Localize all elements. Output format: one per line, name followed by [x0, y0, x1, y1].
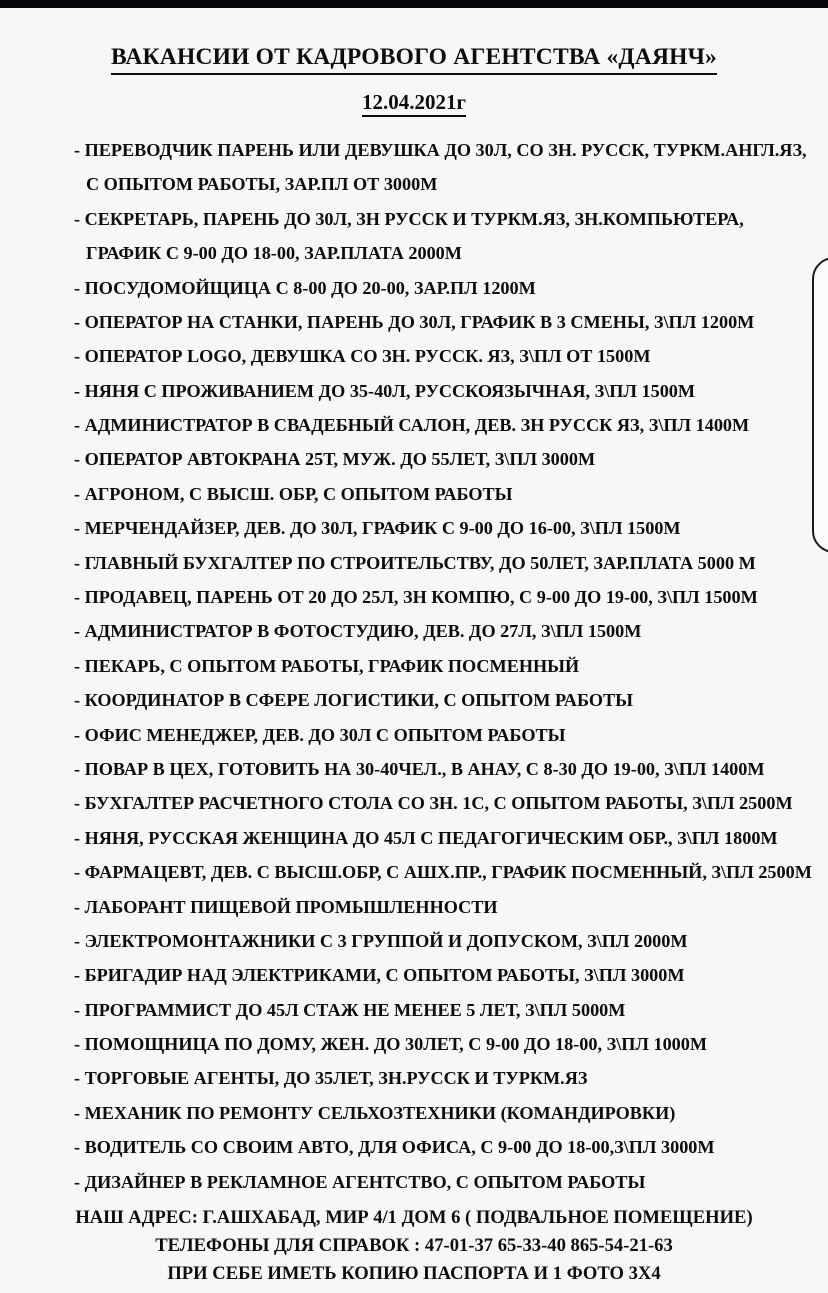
- list-item: [0, 477, 828, 511]
- list-item: [0, 649, 828, 683]
- vacancy-text: - ПЕКАРЬ, С ОПЫТОМ РАБОТЫ, ГРАФИК ПОСМЕННЫЙ: [74, 655, 580, 676]
- vacancy-text: - ТОРГОВЫЕ АГЕНТЫ, ДО 35ЛЕТ, ЗН.РУССК И ТУРКМ.ЯЗ: [74, 1068, 588, 1089]
- page-title: [0, 8, 828, 75]
- vacancy-text: - ВОДИТЕЛЬ СО СВОИМ АВТО, ДЛЯ ОФИСА, С 9-00 ДО 18-00,З\ПЛ 3000М: [74, 1137, 715, 1158]
- vacancy-text: - ПОМОЩНИЦА ПО ДОМУ, ЖЕН. ДО 30ЛЕТ, С 9-00 ДО 18-00, З\ПЛ 1000М: [74, 1034, 708, 1055]
- vacancy-text: - ДИЗАЙНЕР В РЕКЛАМНОЕ АГЕНТСТВО, С ОПЫТОМ РАБОТЫ: [74, 1171, 646, 1192]
- list-item: [0, 752, 828, 786]
- vacancy-text: - МЕХАНИК ПО РЕМОНТУ СЕЛЬХОЗТЕХНИКИ (КОМАНДИРОВКИ): [74, 1102, 676, 1123]
- vacancy-text: - ОПЕРАТОР LOGO, ДЕВУШКА СО ЗН. РУССК. ЯЗ, З\ПЛ ОТ 1500М: [74, 346, 651, 367]
- vacancy-text-continuation: С ОПЫТОМ РАБОТЫ, ЗАР.ПЛ ОТ 3000М: [86, 174, 438, 195]
- vacancy-text: - КООРДИНАТОР В СФЕРЕ ЛОГИСТИКИ, С ОПЫТОМ РАБОТЫ: [74, 690, 633, 711]
- vacancy-text: - ОПЕРАТОР АВТОКРАНА 25Т, МУЖ. ДО 55ЛЕТ, З\ПЛ 3000М: [74, 449, 596, 470]
- list-item: [0, 1130, 828, 1164]
- list-item: [0, 786, 828, 820]
- list-item: [0, 855, 828, 889]
- vacancy-text: - ПРОДАВЕЦ, ПАРЕНЬ ОТ 20 ДО 25Л, ЗН КОМПЮ, С 9-00 ДО 19-00, З\ПЛ 1500М: [74, 587, 758, 608]
- vacancy-text: - ЭЛЕКТРОМОНТАЖНИКИ С 3 ГРУППОЙ И ДОПУСКОМ, З\ПЛ 2000М: [74, 930, 688, 951]
- vacancy-text: - ОФИС МЕНЕДЖЕР, ДЕВ. ДО 30Л С ОПЫТОМ РАБОТЫ: [74, 724, 566, 745]
- vacancy-text: - БРИГАДИР НАД ЭЛЕКТРИКАМИ, С ОПЫТОМ РАБОТЫ, З\ПЛ 3000М: [74, 965, 685, 986]
- vacancy-text: - АГРОНОМ, С ВЫСШ. ОБР, С ОПЫТОМ РАБОТЫ: [74, 483, 513, 504]
- list-item: [0, 958, 828, 992]
- document-footer: [0, 1199, 828, 1293]
- list-item: [0, 1165, 828, 1199]
- footer-requirements: ПРИ СЕБЕ ИМЕТЬ КОПИЮ ПАСПОРТА И 1 ФОТО 3Х4: [167, 1263, 661, 1285]
- list-item: [0, 374, 828, 408]
- vacancy-text: - БУХГАЛТЕР РАСЧЕТНОГО СТОЛА СО ЗН. 1С, С ОПЫТОМ РАБОТЫ, З\ПЛ 2500М: [74, 793, 793, 814]
- vacancy-text: - ОПЕРАТОР НА СТАНКИ, ПАРЕНЬ ДО 30Л, ГРАФИК В 3 СМЕНЫ, З\ПЛ 1200М: [74, 311, 755, 332]
- vacancy-text: - МЕРЧЕНДАЙЗЕР, ДЕВ. ДО 30Л, ГРАФИК С 9-00 ДО 16-00, З\ПЛ 1500М: [74, 518, 681, 539]
- top-status-bar: [0, 0, 828, 8]
- list-item: [0, 1027, 828, 1061]
- list-item: [0, 580, 828, 614]
- list-item: [0, 718, 828, 752]
- edge-overlay-card[interactable]: [812, 257, 828, 553]
- vacancy-text: - ФАРМАЦЕВТ, ДЕВ. С ВЫСШ.ОБР, С АШХ.ПР., ГРАФИК ПОСМЕННЫЙ, З\ПЛ 2500М: [74, 862, 812, 883]
- list-item: [0, 511, 828, 545]
- list-item: [0, 821, 828, 855]
- list-item: [0, 993, 828, 1027]
- vacancy-text: - ПОВАР В ЦЕХ, ГОТОВИТЬ НА 30-40ЧЕЛ., В АНАУ, С 8-30 ДО 19-00, З\ПЛ 1400М: [74, 758, 765, 779]
- list-item: [0, 683, 828, 717]
- footer-phones: ТЕЛЕФОНЫ ДЛЯ СПРАВОК : 47-01-37 65-33-40 865-54-21-63: [155, 1235, 673, 1257]
- list-item: [0, 442, 828, 476]
- document-page: [0, 8, 828, 1285]
- vacancy-text-continuation: ГРАФИК С 9-00 ДО 18-00, ЗАР.ПЛАТА 2000М: [86, 243, 462, 264]
- list-item: [0, 1061, 828, 1095]
- vacancy-text: - АДМИНИСТРАТОР В ФОТОСТУДИЮ, ДЕВ. ДО 27Л, З\ПЛ 1500М: [74, 621, 642, 642]
- vacancy-text: - ГЛАВНЫЙ БУХГАЛТЕР ПО СТРОИТЕЛЬСТВУ, ДО 50ЛЕТ, ЗАР.ПЛАТА 5000 М: [74, 552, 756, 573]
- vacancy-text: - НЯНЯ С ПРОЖИВАНИЕМ ДО 35-40Л, РУССКОЯЗЫЧНАЯ, З\ПЛ 1500М: [74, 380, 696, 401]
- list-item: [0, 614, 828, 648]
- list-item: [0, 890, 828, 924]
- list-item: [0, 924, 828, 958]
- document-date-text: 12.04.2021г: [362, 91, 466, 117]
- vacancy-text: - АДМИНИСТРАТОР В СВАДЕБНЫЙ САЛОН, ДЕВ. ЗН РУССК ЯЗ, З\ПЛ 1400М: [74, 415, 750, 436]
- vacancy-text: - СЕКРЕТАРЬ, ПАРЕНЬ ДО 30Л, ЗН РУССК И ТУРКМ.ЯЗ, ЗН.КОМПЬЮТЕРА,: [74, 208, 744, 229]
- list-item: [0, 202, 828, 271]
- vacancy-text: - ЛАБОРАНТ ПИЩЕВОЙ ПРОМЫШЛЕННОСТИ: [74, 896, 498, 917]
- document-date: [0, 75, 828, 117]
- page-title-text: ВАКАНСИИ ОТ КАДРОВОГО АГЕНТСТВА «ДАЯНЧ»: [111, 45, 717, 75]
- list-item: [0, 271, 828, 305]
- vacancy-text: - ПЕРЕВОДЧИК ПАРЕНЬ ИЛИ ДЕВУШКА ДО 30Л, СО ЗН. РУССК, ТУРКМ.АНГЛ.ЯЗ,: [74, 139, 807, 160]
- vacancy-text: - ПОСУДОМОЙЩИЦА С 8-00 ДО 20-00, ЗАР.ПЛ 1200М: [74, 277, 536, 298]
- list-item: [0, 133, 828, 202]
- list-item: [0, 408, 828, 442]
- list-item: [0, 1096, 828, 1130]
- vacancy-list: [0, 117, 828, 1199]
- list-item: [0, 305, 828, 339]
- footer-address: НАШ АДРЕС: Г.АШХАБАД, МИР 4/1 ДОМ 6 ( ПОДВАЛЬНОЕ ПОМЕЩЕНИЕ): [75, 1207, 753, 1229]
- list-item: [0, 546, 828, 580]
- list-item: [0, 339, 828, 373]
- vacancy-text: - ПРОГРАММИСТ ДО 45Л СТАЖ НЕ МЕНЕЕ 5 ЛЕТ, З\ПЛ 5000М: [74, 999, 626, 1020]
- vacancy-text: - НЯНЯ, РУССКАЯ ЖЕНЩИНА ДО 45Л С ПЕДАГОГИЧЕСКИМ ОБР., З\ПЛ 1800М: [74, 827, 778, 848]
